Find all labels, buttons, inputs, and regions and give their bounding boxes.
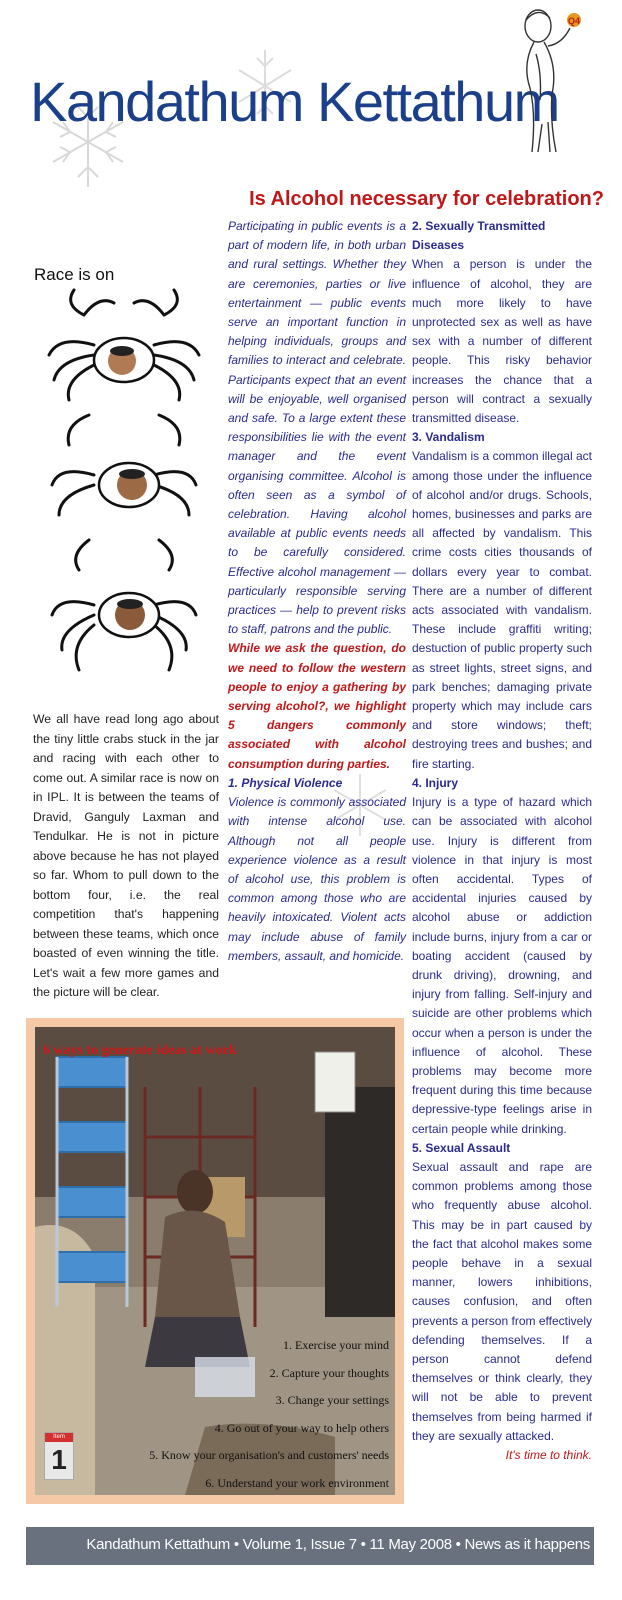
article-intro: Participating in public events is a part of modern life, in both urban and rural settings. Whether they are ceremonies, parties or live entertainment — public events serve an important function in helping individuals, groups and families to interact and celebrate. Participants expect that an event will be enjoyable, well organised and safe. To a large extent these responsibilities lie with the event manager and the event organising committee. Alcohol is often seen as a symbol of celebration. Having alcohol available at public events needs to be carefully considered. Effective alcohol management — particularly responsible serving practices — help to prevent risks to staff, patrons and the public.: [228, 219, 406, 637]
crabs-illustration: [44, 285, 204, 685]
ideas-item: 3. Change your settings: [275, 1393, 389, 1407]
mascot-illustration: [512, 4, 588, 156]
race-article-text: We all have read long ago about the tiny little crabs stuck in the jar and racing with each other to come out. A similar race is now on in IPL. It is between the teams of Dravid, Ganguly Laxman and Tendulkar. He is not in picture above because he has not played so far. Whom to pull down to the bottom four, i.e. the real competition that's happening between these teams, which once boasted of even winning the title. Let's wait a few more games and the picture will be clear.: [33, 712, 219, 999]
ideas-item: 4. Go out of your way to help others: [214, 1420, 389, 1435]
section-title-sexual-assault: 5. Sexual Assault: [412, 1140, 511, 1155]
section-text-physical-violence: Violence is commonly associated with intense alcohol use. Although not all people experience violence as a result of alcohol use, this problem is common among those who are heavily intoxicated. Violent acts may include abuse of family members, assault, and homicide.: [228, 795, 406, 963]
ideas-item: 2. Capture your thoughts: [269, 1365, 389, 1380]
ideas-photo-box: [26, 1018, 404, 1504]
race-section-title: Race is on: [34, 265, 115, 284]
headline: Is Alcohol necessary for celebration?: [249, 188, 604, 210]
ideas-list: [149, 1332, 389, 1495]
article-column-middle: [228, 217, 406, 966]
article-column-right: [412, 217, 592, 1465]
badge-number: 1: [51, 1444, 67, 1475]
footer-text: Kandathum Kettathum • Volume 1, Issue 7 • 11 May 2008 • News as it happens: [86, 1536, 590, 1553]
section-title-physical-violence: 1. Physical Violence: [228, 775, 343, 790]
section-text-sexual-assault: Sexual assault and rape are common problems among those who frequently abuse alcohol. This may be in part caused by the fact that alcohol makes some people behave in a sexual manner, lowers inhibitions, causes confusion, and often prevents a person from effectively defending themselves. If a person cannot defend themselves or think clearly, they will not be able to prevent themselves from being harmed if they are sexually attacked.: [412, 1159, 592, 1443]
article-closing: It's time to think.: [505, 1448, 592, 1462]
section-text-injury: Injury is a type of hazard which can be associated with alcohol use. Injury is different from violence in that injury is most often accidental. Types of accidental injuries caused by alcohol abuse or addiction include burns, injury from a car or boating accident (caused by drunk driving), drowning, and injury from falling. Self-injury and suicide are other problems which occur when a person is under the influence of alcohol. These problems may become more frequent during this time because depressive-type feelings arise in certain people while drinking.: [412, 795, 592, 1136]
mascot-label: Q4: [568, 16, 581, 26]
ideas-item: 6. Understand your work environment: [205, 1475, 389, 1490]
footer-bar: [26, 1527, 594, 1565]
ideas-item: 5. Know your organisation's and customers' needs: [149, 1448, 389, 1462]
article-question: While we ask the question, do we need to follow the western people to enjoy a gathering by serving alcohol?, we highlight 5 dangers commonly associated with alcohol consumption during parties.: [228, 641, 406, 771]
section-text-std: When a person is under the influence of alcohol, they are much more likely to have unprotected sex as well as have sex with a number of different people. This risky behavior increases the chance that a person will contract a sexually transmitted disease.: [412, 257, 592, 426]
section-title-std: 2. Sexually Transmitted Diseases: [412, 219, 546, 253]
ideas-title: 6 ways to generate ideas at work: [43, 1043, 237, 1058]
masthead-title: Kandathum Kettathum: [30, 70, 559, 133]
ideas-item: 1. Exercise your mind: [283, 1338, 389, 1352]
section-title-vandalism: 3. Vandalism: [412, 430, 485, 445]
badge-label: Item: [45, 1433, 73, 1442]
section-title-injury: 4. Injury: [412, 775, 459, 790]
item-badge: [44, 1432, 74, 1480]
section-text-vandalism: Vandalism is a common illegal act among those under the influence of alcohol and/or drugs. Schools, homes, businesses and parks are all affected by vandalism. This crime costs cities thousands of dollars every year to combat. There are a number of different acts associated with vandalism. These include graffiti writing; destuction of public property such as street lights, street signs, and park benches; damaging private property which may include cars and store windows; theft; destroying trees and bushes; and fire starting.: [412, 449, 592, 771]
street-photo: [35, 1027, 395, 1495]
